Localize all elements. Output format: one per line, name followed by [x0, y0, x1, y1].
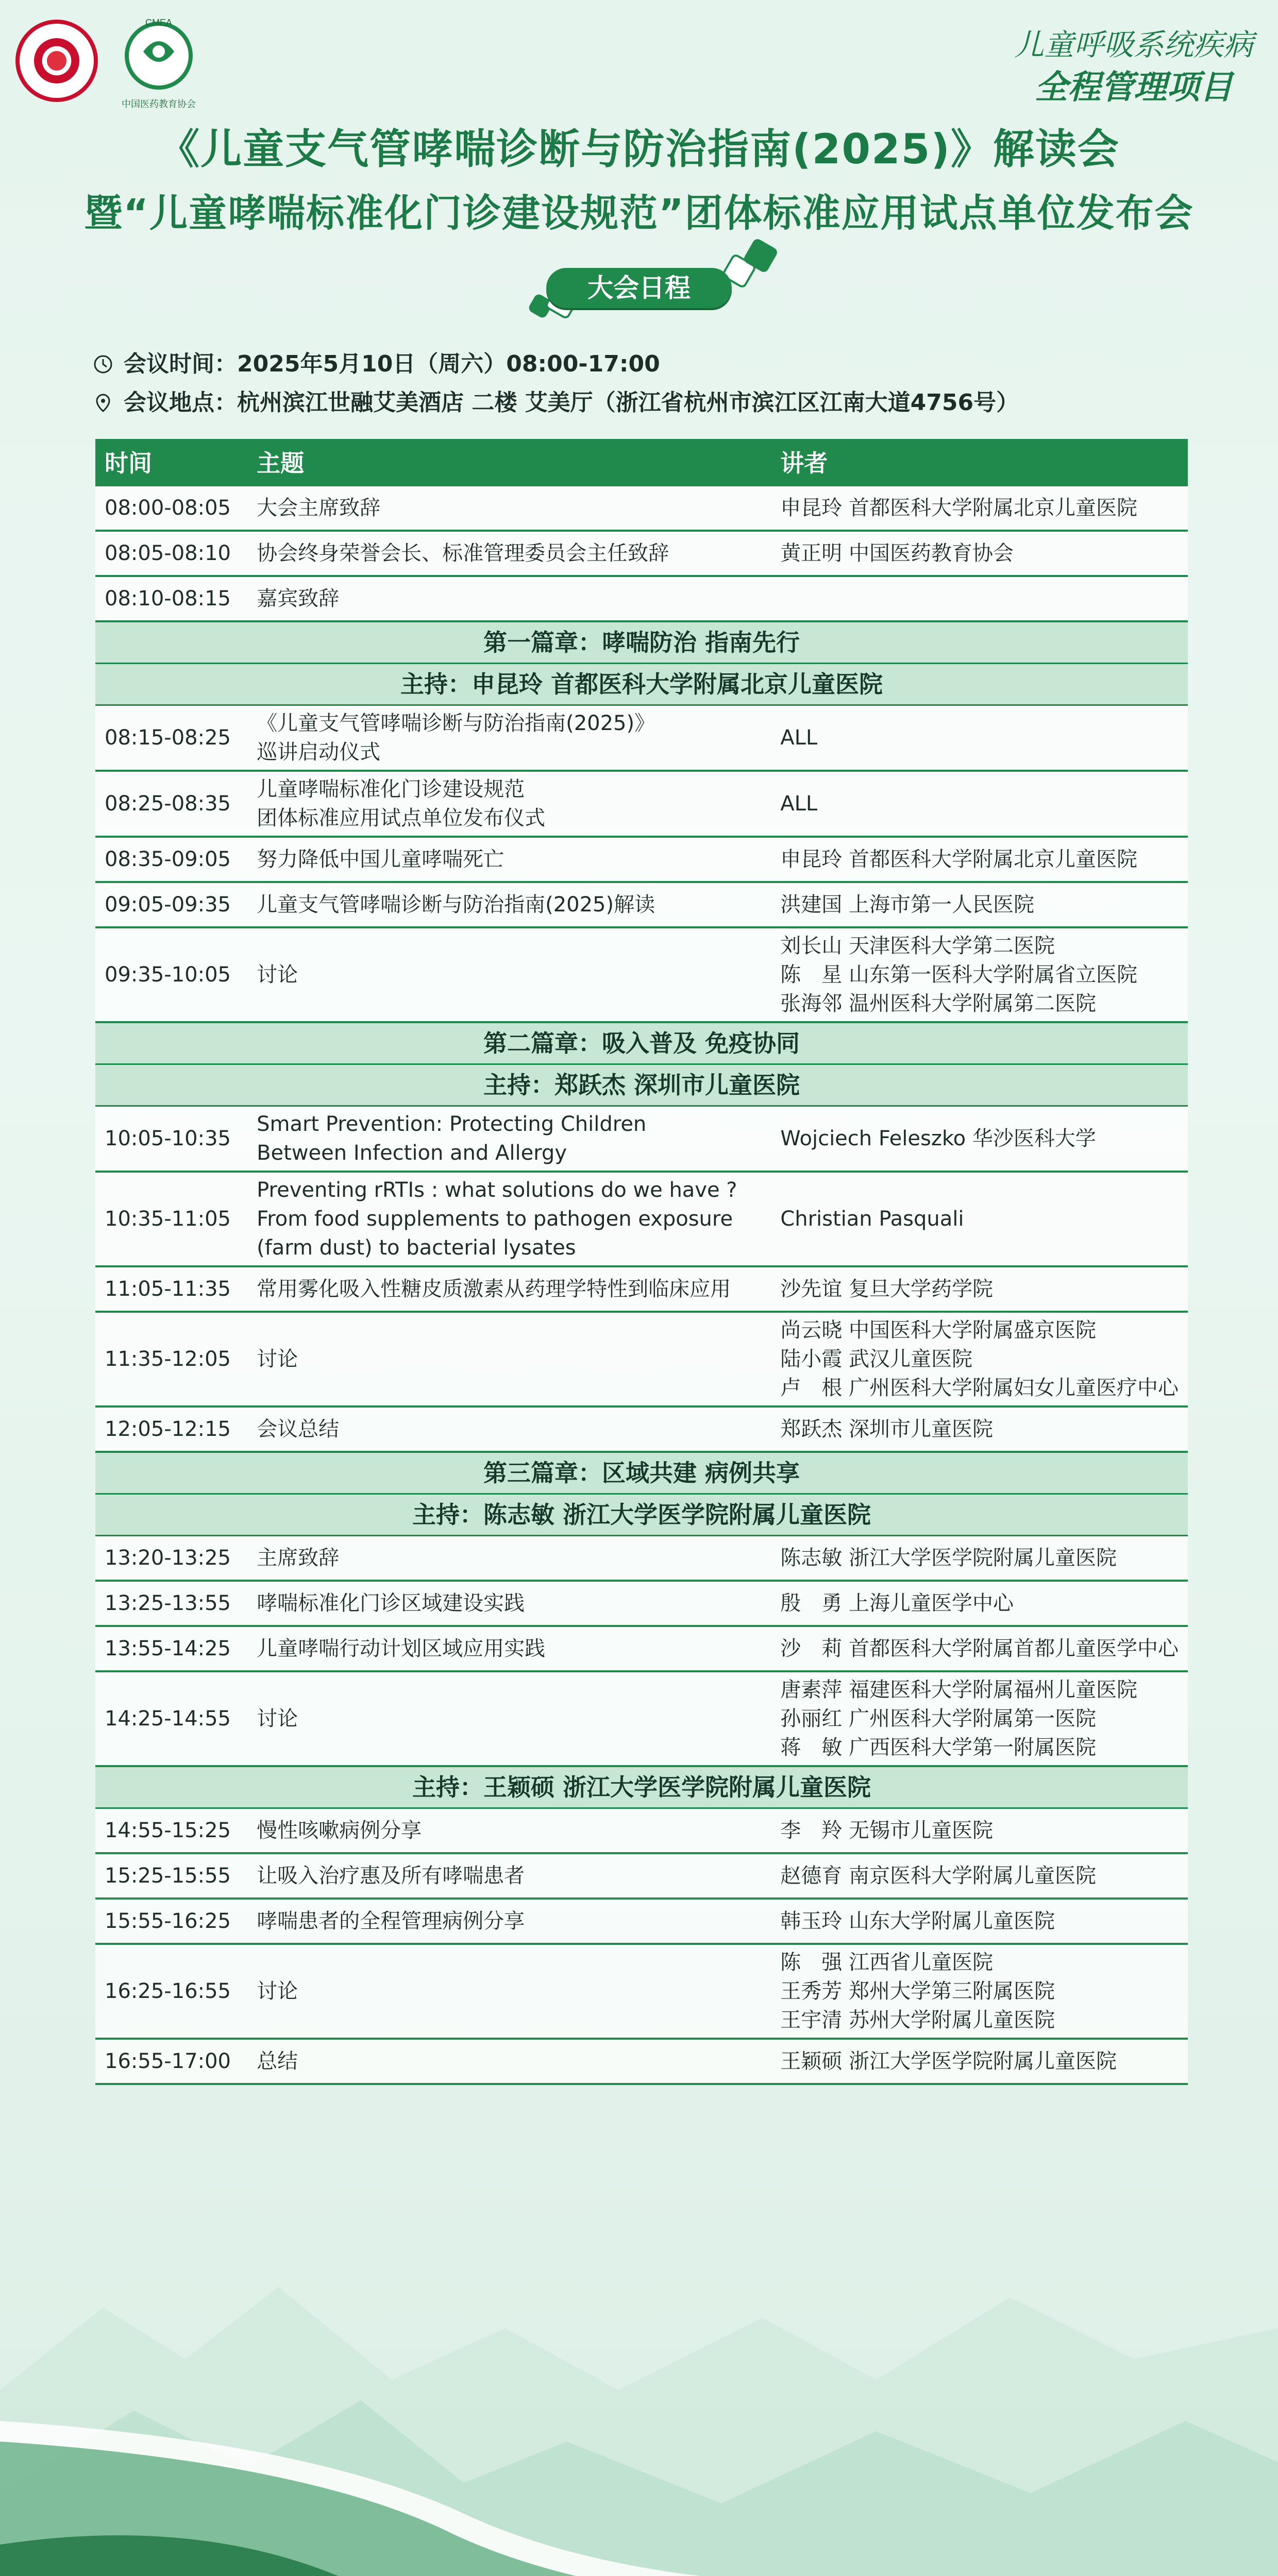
topic-cell	[247, 1106, 771, 1172]
topic-cell	[247, 927, 771, 1022]
speaker-cell	[771, 1671, 1188, 1766]
table-row	[95, 927, 1188, 1022]
section-title: 第二篇章：吸入普及 免疫协同	[95, 1022, 1188, 1064]
speaker-line: 陆小霞 武汉儿童医院	[780, 1347, 972, 1371]
section-row	[95, 621, 1188, 664]
speaker-line: 王颖硕 浙江大学医学院附属儿童医院	[780, 2049, 1117, 2073]
topic-line: 讨论	[257, 963, 298, 987]
topic-cell	[247, 531, 771, 576]
speaker-line: 卢 根 广州医科大学附属妇女儿童医疗中心	[780, 1376, 1179, 1400]
topic-line: 嘉宾致辞	[257, 587, 340, 611]
speaker-cell	[771, 2039, 1188, 2084]
time-cell: 14:55-15:25	[95, 1808, 247, 1854]
topic-line: 让吸入治疗惠及所有哮喘患者	[257, 1864, 525, 1888]
speaker-line: 韩玉玲 山东大学附属儿童医院	[780, 1909, 1055, 1933]
section-title: 第一篇章：哮喘防治 指南先行	[95, 621, 1188, 664]
speaker-cell	[771, 1899, 1188, 1944]
topic-line: 总结	[257, 2049, 298, 2073]
section-title: 主持：申昆玲 首都医科大学附属北京儿童医院	[95, 664, 1188, 705]
speaker-cell	[771, 1172, 1188, 1266]
topic-line: 《儿童支气管哮喘诊断与防治指南(2025)》	[257, 711, 655, 735]
speaker-line: 王宇清 苏州大学附属儿童医院	[780, 2008, 1055, 2032]
time-cell: 14:25-14:55	[95, 1671, 247, 1766]
speaker-cell	[771, 1626, 1188, 1671]
table-row	[95, 771, 1188, 837]
topic-cell	[247, 1581, 771, 1626]
association-logo	[15, 20, 98, 102]
meeting-time-text: 会议时间：2025年5月10日（周六）08:00-17:00	[124, 351, 660, 377]
topic-cell	[247, 1808, 771, 1854]
topic-line: 慢性咳嗽病例分享	[257, 1819, 422, 1842]
topic-line: 团体标准应用试点单位发布仪式	[257, 806, 546, 830]
time-cell: 08:00-08:05	[95, 485, 247, 531]
schedule-badge: 大会日程	[546, 268, 732, 308]
time-cell: 09:35-10:05	[95, 927, 247, 1022]
cmea-logo	[117, 15, 200, 93]
speaker-line: Wojciech Feleszko 华沙医科大学	[780, 1127, 1096, 1150]
section-row	[95, 1022, 1188, 1064]
table-row	[95, 1671, 1188, 1766]
topic-line: 会议总结	[257, 1417, 340, 1441]
speaker-line: ALL	[780, 726, 818, 750]
topic-cell	[247, 485, 771, 531]
speaker-cell	[771, 1266, 1188, 1312]
topic-line: 哮喘标准化门诊区域建设实践	[257, 1591, 525, 1615]
speaker-cell	[771, 1106, 1188, 1172]
org-name: 中国医药教育协会	[122, 99, 196, 110]
table-row	[95, 1406, 1188, 1452]
meeting-place-text: 会议地点：杭州滨江世融艾美酒店 二楼 艾美厅（浙江省杭州市滨江区江南大道4756号）	[124, 389, 1019, 416]
speaker-cell	[771, 927, 1188, 1022]
topic-line: 大会主席致辞	[257, 496, 381, 520]
section-row	[95, 1452, 1188, 1494]
table-row	[95, 1312, 1188, 1406]
topic-cell	[247, 1853, 771, 1899]
topic-cell	[247, 705, 771, 771]
speaker-line: 李 羚 无锡市儿童医院	[780, 1819, 993, 1842]
speaker-line: 申昆玲 首都医科大学附属北京儿童医院	[780, 848, 1137, 871]
speaker-cell	[771, 485, 1188, 531]
table-row	[95, 1853, 1188, 1899]
speaker-cell	[771, 1853, 1188, 1899]
speaker-line: ALL	[780, 792, 818, 816]
topic-line: Preventing rRTIs : what solutions do we have ?	[257, 1178, 737, 1202]
topic-line: 常用雾化吸入性糖皮质激素从药理学特性到临床应用	[257, 1277, 731, 1301]
speaker-line: 殷 勇 上海儿童医学中心	[780, 1591, 1014, 1615]
speaker-line: 孙丽红 广州医科大学附属第一医院	[780, 1707, 1096, 1731]
speaker-cell	[771, 1808, 1188, 1854]
speaker-line: 陈志敏 浙江大学医学院附属儿童医院	[780, 1546, 1117, 1570]
time-cell: 08:35-09:05	[95, 837, 247, 882]
speaker-line: 唐素萍 福建医科大学附属福州儿童医院	[780, 1678, 1137, 1702]
landscape-decoration	[0, 2225, 1278, 2576]
time-cell: 16:25-16:55	[95, 1944, 247, 2039]
topic-cell	[247, 1266, 771, 1312]
time-cell: 08:10-08:15	[95, 576, 247, 621]
time-cell: 11:35-12:05	[95, 1312, 247, 1406]
topic-cell	[247, 837, 771, 882]
section-row	[95, 1064, 1188, 1106]
topic-line: 讨论	[257, 1347, 298, 1371]
main-title: 《儿童支气管哮喘诊断与防治指南(2025)》解读会	[158, 125, 1120, 173]
speaker-cell	[771, 1581, 1188, 1626]
section-title: 主持：郑跃杰 深圳市儿童医院	[95, 1064, 1188, 1106]
time-cell: 12:05-12:15	[95, 1406, 247, 1452]
section-row	[95, 1766, 1188, 1808]
section-title: 主持：王颖硕 浙江大学医学院附属儿童医院	[95, 1766, 1188, 1808]
topic-cell	[247, 1899, 771, 1944]
topic-cell	[247, 771, 771, 837]
header-speaker: 讲者	[771, 439, 1188, 485]
topic-line: From food supplements to pathogen exposure	[257, 1207, 733, 1231]
speaker-cell	[771, 1536, 1188, 1581]
topic-line: 努力降低中国儿童哮喘死亡	[257, 848, 505, 871]
section-row	[95, 664, 1188, 705]
topic-line: 巡讲启动仪式	[257, 740, 381, 764]
section-row	[95, 1494, 1188, 1536]
table-row	[95, 1899, 1188, 1944]
speaker-cell	[771, 1406, 1188, 1452]
schedule-body	[95, 485, 1188, 2084]
time-cell: 10:35-11:05	[95, 1172, 247, 1266]
topic-cell	[247, 882, 771, 927]
speaker-line: 赵德育 南京医科大学附属儿童医院	[780, 1864, 1096, 1888]
topic-line: 哮喘患者的全程管理病例分享	[257, 1909, 525, 1933]
svg-text:CMEA: CMEA	[145, 18, 173, 28]
table-row	[95, 837, 1188, 882]
topic-cell	[247, 2039, 771, 2084]
time-cell: 08:05-08:10	[95, 531, 247, 576]
speaker-line: 郑跃杰 深圳市儿童医院	[780, 1417, 993, 1441]
topic-line: 儿童哮喘行动计划区域应用实践	[257, 1637, 546, 1660]
speaker-cell	[771, 576, 1188, 621]
time-cell: 13:25-13:55	[95, 1581, 247, 1626]
topic-line: 儿童支气管哮喘诊断与防治指南(2025)解读	[257, 893, 655, 917]
table-row	[95, 1581, 1188, 1626]
speaker-line: 黄正明 中国医药教育协会	[780, 541, 1014, 565]
topic-line: 主席致辞	[257, 1546, 340, 1570]
topic-cell	[247, 1671, 771, 1766]
topic-cell	[247, 1172, 771, 1266]
header-topic: 主题	[247, 439, 771, 485]
clock-icon	[93, 354, 113, 375]
meeting-time	[93, 345, 660, 378]
speaker-cell	[771, 1944, 1188, 2039]
speaker-line: 尚云晓 中国医科大学附属盛京医院	[780, 1318, 1096, 1342]
sub-title: 暨“儿童哮喘标准化门诊建设规范”团体标准应用试点单位发布会	[84, 191, 1194, 235]
time-cell: 11:05-11:35	[95, 1266, 247, 1312]
speaker-line: 沙 莉 首都医科大学附属首都儿童医学中心	[780, 1637, 1179, 1660]
table-row	[95, 882, 1188, 927]
table-row	[95, 1626, 1188, 1671]
section-title: 主持：陈志敏 浙江大学医学院附属儿童医院	[95, 1494, 1188, 1536]
topic-cell	[247, 1944, 771, 2039]
project-title	[1000, 21, 1268, 108]
table-row	[95, 1266, 1188, 1312]
table-row	[95, 2039, 1188, 2084]
header-time: 时间	[95, 439, 247, 485]
table-row	[95, 1944, 1188, 2039]
table-row	[95, 705, 1188, 771]
topic-cell	[247, 1406, 771, 1452]
table-row	[95, 531, 1188, 576]
speaker-line: Christian Pasquali	[780, 1207, 964, 1231]
topic-line: 儿童哮喘标准化门诊建设规范	[257, 777, 525, 801]
location-pin-icon	[93, 393, 113, 413]
speaker-cell	[771, 837, 1188, 882]
speaker-line: 张海邻 温州医科大学附属第二医院	[780, 992, 1096, 1015]
topic-line: Between Infection and Allergy	[257, 1141, 567, 1165]
time-cell: 15:55-16:25	[95, 1899, 247, 1944]
section-title: 第三篇章：区域共建 病例共享	[95, 1452, 1188, 1494]
time-cell: 13:55-14:25	[95, 1626, 247, 1671]
table-row	[95, 576, 1188, 621]
speaker-line: 王秀芳 郑州大学第三附属医院	[780, 1979, 1055, 2003]
time-cell: 16:55-17:00	[95, 2039, 247, 2084]
topic-line: 讨论	[257, 1707, 298, 1731]
project-title-line1: 儿童呼吸系统疾病	[1014, 27, 1253, 62]
time-cell: 13:20-13:25	[95, 1536, 247, 1581]
project-title-line2: 全程管理项目	[1035, 68, 1233, 107]
speaker-cell	[771, 771, 1188, 837]
topic-cell	[247, 1536, 771, 1581]
topic-line: 协会终身荣誉会长、标准管理委员会主任致辞	[257, 541, 669, 565]
time-cell: 15:25-15:55	[95, 1853, 247, 1899]
speaker-line: 陈 星 山东第一医科大学附属省立医院	[780, 963, 1137, 987]
speaker-line: 刘长山 天津医科大学第二医院	[780, 934, 1055, 958]
table-header-row	[95, 439, 1188, 485]
speaker-line: 陈 强 江西省儿童医院	[780, 1951, 993, 1974]
speaker-cell	[771, 531, 1188, 576]
schedule-table	[95, 439, 1188, 2085]
topic-line: Smart Prevention: Protecting Children	[257, 1112, 647, 1136]
topic-cell	[247, 1626, 771, 1671]
table-row	[95, 485, 1188, 531]
topic-line: 讨论	[257, 1979, 298, 2003]
time-cell: 09:05-09:35	[95, 882, 247, 927]
speaker-cell	[771, 882, 1188, 927]
table-row	[95, 1172, 1188, 1266]
speaker-line: 沙先谊 复旦大学药学院	[780, 1277, 993, 1301]
topic-line: (farm dust) to bacterial lysates	[257, 1236, 576, 1260]
table-row	[95, 1536, 1188, 1581]
speaker-cell	[771, 1312, 1188, 1406]
table-row	[95, 1106, 1188, 1172]
time-cell: 10:05-10:35	[95, 1106, 247, 1172]
topic-cell	[247, 1312, 771, 1406]
speaker-line: 洪建国 上海市第一人民医院	[780, 893, 1034, 917]
meeting-place	[93, 384, 1019, 417]
topic-cell	[247, 576, 771, 621]
speaker-line: 蒋 敏 广西医科大学第一附属医院	[780, 1736, 1096, 1759]
speaker-line: 申昆玲 首都医科大学附属北京儿童医院	[780, 496, 1137, 520]
time-cell: 08:25-08:35	[95, 771, 247, 837]
time-cell: 08:15-08:25	[95, 705, 247, 771]
speaker-cell	[771, 705, 1188, 771]
table-row	[95, 1808, 1188, 1854]
